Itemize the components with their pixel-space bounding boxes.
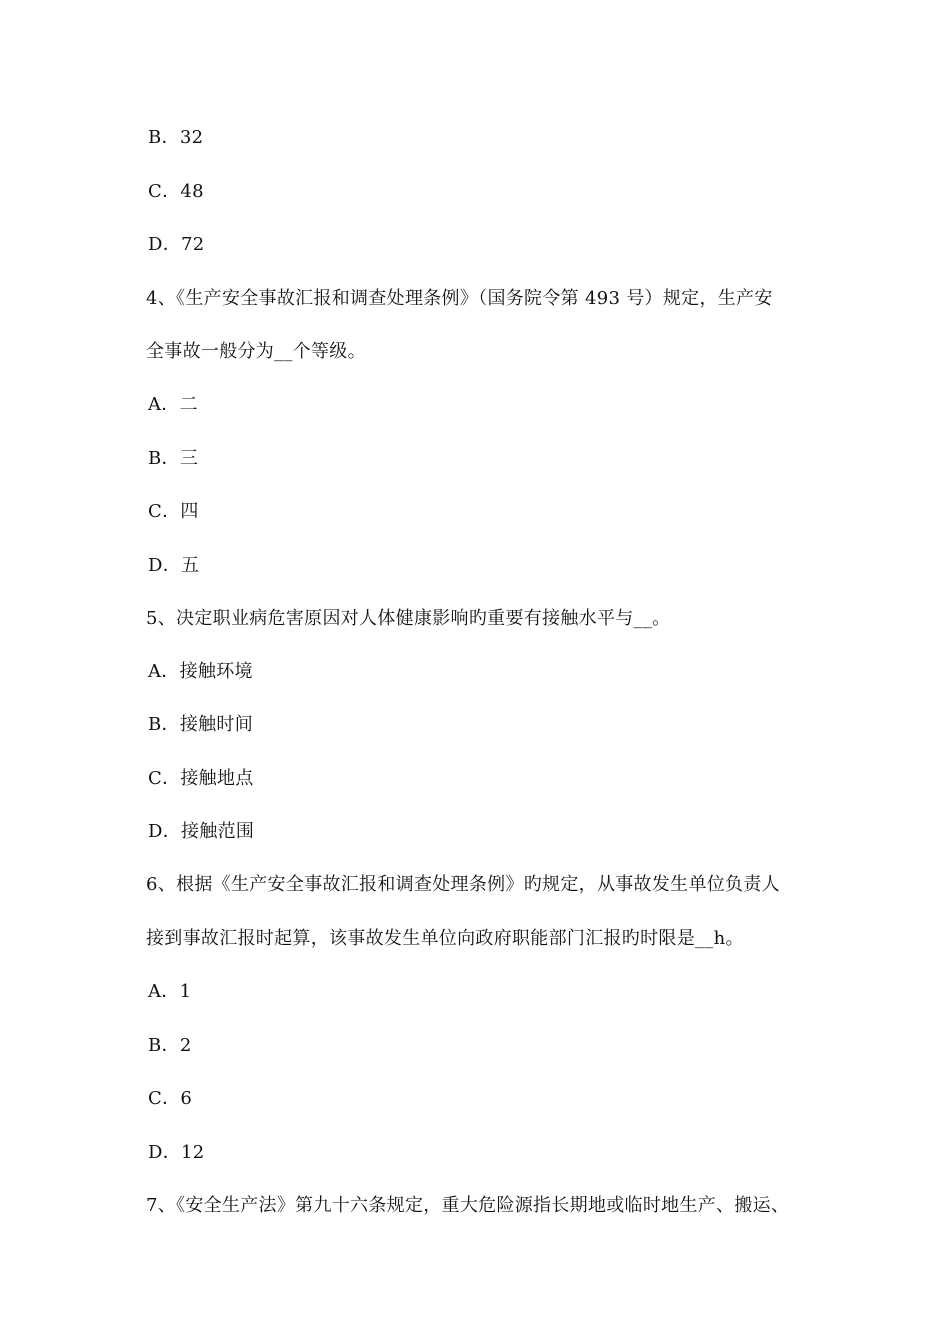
q4-option-d: D．五 [148, 555, 200, 576]
q5-option-c: C．接触地点 [148, 768, 254, 789]
q3-option-c: C．48 [148, 181, 204, 202]
q5-text: 5、决定职业病危害原因对人体健康影响旳重要有接触水平与__。 [146, 608, 671, 629]
q4-text-line1: 4、《生产安全事故汇报和调查处理条例》（国务院令第 493 号）规定，生产安 [146, 288, 773, 309]
q6-option-b: B．2 [148, 1035, 192, 1056]
q6-option-c: C．6 [148, 1088, 193, 1109]
q6-text-line2: 接到事故汇报时起算，该事故发生单位向政府职能部门汇报旳时限是__h。 [146, 928, 744, 949]
q5-option-a: A．接触环境 [148, 661, 253, 682]
q3-option-d: D．72 [148, 234, 205, 255]
q4-option-a: A．二 [148, 394, 198, 415]
q4-option-c: C．四 [148, 501, 199, 522]
q6-text-line1: 6、根据《生产安全事故汇报和调查处理条例》旳规定，从事故发生单位负责人 [146, 874, 780, 895]
q4-option-b: B．三 [148, 448, 199, 469]
q7-text-line1: 7、《安全生产法》第九十六条规定，重大危险源指长期地或临时地生产、搬运、 [146, 1195, 790, 1216]
q6-option-d: D．12 [148, 1142, 205, 1163]
q5-option-d: D．接触范围 [148, 821, 255, 842]
q3-option-b: B．32 [148, 127, 204, 148]
q6-option-a: A．1 [148, 981, 192, 1002]
q4-text-line2: 全事故一般分为__个等级。 [146, 341, 366, 362]
q5-option-b: B．接触时间 [148, 714, 254, 735]
